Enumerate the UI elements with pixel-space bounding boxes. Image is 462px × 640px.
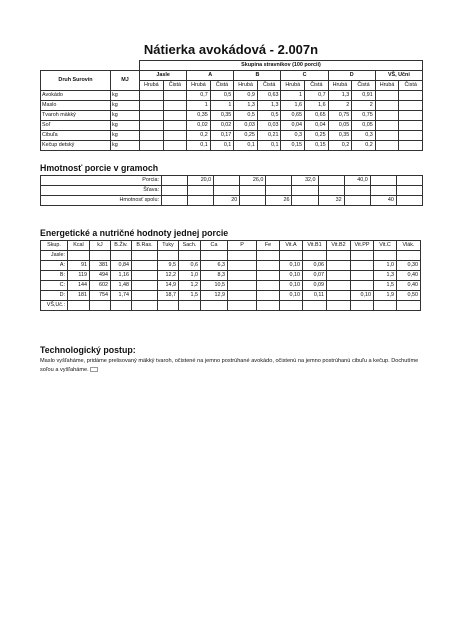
subheader-cista: Čistá: [399, 81, 423, 91]
nutrition-value: 8,3: [201, 271, 228, 281]
ingredient-value: 0,03: [257, 121, 281, 131]
portion-value: [214, 176, 240, 186]
portion-value: [370, 176, 396, 186]
nutrition-value: [132, 281, 158, 291]
ingredient-value: [399, 101, 423, 111]
ingredient-value: [140, 91, 164, 101]
ingredient-unit: kg: [111, 101, 140, 111]
nutrition-value: 1,16: [111, 271, 132, 281]
portion-value: [162, 186, 188, 196]
nutrition-value: [280, 301, 303, 311]
nutrition-row: [41, 251, 421, 261]
ingredient-value: [163, 91, 187, 101]
nutrition-value: 12,2: [158, 271, 179, 281]
nutrition-group: VŠ,Uč.:: [41, 301, 68, 311]
ingredient-value: 1,3: [257, 101, 281, 111]
nutrition-value: [179, 301, 201, 311]
ingredient-value: 0,2: [328, 141, 352, 151]
portion-value: 20: [214, 196, 240, 206]
nutrition-value: [90, 251, 111, 261]
ingredient-value: [399, 141, 423, 151]
ingredient-value: 0,65: [305, 111, 329, 121]
nutrition-value: 0,50: [397, 291, 421, 301]
nutrition-value: 0,40: [397, 271, 421, 281]
nutrition-row: [41, 271, 421, 281]
ingredient-value: 0,35: [328, 131, 352, 141]
portion-value: 20,0: [188, 176, 214, 186]
portion-value: [162, 176, 188, 186]
portion-value: [240, 186, 266, 196]
nutrition-value: [327, 251, 351, 261]
ingredient-value: 0,7: [305, 91, 329, 101]
ingredient-value: [163, 101, 187, 111]
nutrition-value: 0,10: [280, 291, 303, 301]
nutrition-value: [257, 271, 280, 281]
nutrition-value: [351, 271, 374, 281]
portion-value: 40: [370, 196, 396, 206]
nutrition-value: [158, 301, 179, 311]
nutrition-value: [201, 251, 228, 261]
nutrition-value: [228, 271, 257, 281]
nutrition-value: [327, 271, 351, 281]
portion-label: Porcia:: [41, 176, 162, 186]
nutrition-group: Jasle:: [41, 251, 68, 261]
nutrition-header: Sach.: [179, 241, 201, 251]
subheader-hruba: Hrubá: [281, 81, 305, 91]
portion-table: [40, 175, 423, 206]
ingredient-row: [41, 121, 423, 131]
ingredient-value: [375, 111, 399, 121]
ingredient-value: 0,3: [352, 131, 376, 141]
ingredient-value: [140, 121, 164, 131]
portion-value: [214, 186, 240, 196]
subheader-hruba: Hrubá: [375, 81, 399, 91]
nutrition-value: 1,3: [374, 271, 397, 281]
subheader-cista: Čistá: [352, 81, 376, 91]
ingredient-value: 0,1: [187, 141, 211, 151]
ingredient-value: 1,3: [328, 91, 352, 101]
nutrition-value: 0,30: [397, 261, 421, 271]
nutrition-value: [374, 301, 397, 311]
nutrition-value: [327, 261, 351, 271]
nutrition-value: 1,5: [374, 281, 397, 291]
ingredient-value: 0,04: [305, 121, 329, 131]
ingredient-row: [41, 111, 423, 121]
nutrition-value: [280, 251, 303, 261]
ingredient-value: 0,3: [281, 131, 305, 141]
nutrition-value: [351, 261, 374, 271]
nutrition-value: [303, 251, 327, 261]
ingredient-value: 0,9: [234, 91, 258, 101]
nutrition-value: 1,0: [374, 261, 397, 271]
nutrition-value: 1,74: [111, 291, 132, 301]
nutrition-value: [111, 301, 132, 311]
ingredient-value: [375, 101, 399, 111]
nutrition-header: Vit.B2: [327, 241, 351, 251]
nutrition-value: [132, 301, 158, 311]
nutrition-header: Vit.A: [280, 241, 303, 251]
nutrition-value: [351, 251, 374, 261]
portion-value: [292, 186, 318, 196]
nutrition-value: 144: [68, 281, 90, 291]
ingredient-value: 0,5: [210, 91, 234, 101]
nutrition-row: [41, 261, 421, 271]
ingredient-name: Soľ: [41, 121, 111, 131]
nutrition-value: [90, 301, 111, 311]
nutrition-group: B:: [41, 271, 68, 281]
nutrition-value: 0,10: [280, 271, 303, 281]
ingredient-name: Maslo: [41, 101, 111, 111]
ingredient-value: [140, 101, 164, 111]
nutrition-value: [132, 271, 158, 281]
ingredient-value: 0,91: [352, 91, 376, 101]
nutrition-value: [257, 251, 280, 261]
ingredient-value: 0,04: [281, 121, 305, 131]
nutrition-header: B.Živ.: [111, 241, 132, 251]
ingredient-value: 0,1: [234, 141, 258, 151]
nutrition-header: Vit.B1: [303, 241, 327, 251]
group-c: C: [281, 71, 328, 81]
procedure-body: Maslo vyšľaháme, pridáme prelisovaný mäkký tvaroh, očistené na jemno postrúhané avokádo, očistenú na jemno postrúhanú cibuľu a kečup. Dochutíme soľou a vyšľaháme.: [40, 358, 419, 373]
ingredient-name: Cibuľa: [41, 131, 111, 141]
ingredient-value: 0,03: [234, 121, 258, 131]
ingredient-value: [375, 121, 399, 131]
subheader-hruba: Hrubá: [234, 81, 258, 91]
ingredient-value: 0,2: [352, 141, 376, 151]
ingredient-value: [163, 131, 187, 141]
ingredient-value: [399, 91, 423, 101]
group-jasle: Jasle: [140, 71, 187, 81]
nutrition-value: 1,2: [179, 281, 201, 291]
nutrition-table: [40, 240, 421, 311]
nutrition-row: [41, 301, 421, 311]
group-d: D: [328, 71, 375, 81]
ingredient-name: Kečup detský: [41, 141, 111, 151]
portion-row: [41, 186, 423, 196]
subheader-hruba: Hrubá: [187, 81, 211, 91]
nutrition-value: [228, 281, 257, 291]
portion-value: 26: [266, 196, 292, 206]
ingredient-name: Avokádo: [41, 91, 111, 101]
page-title: Nátierka avokádová - 2.007n: [143, 42, 319, 57]
nutrition-value: [257, 291, 280, 301]
nutrition-value: [201, 301, 228, 311]
subheader-hruba: Hrubá: [140, 81, 164, 91]
ingredient-value: 0,5: [234, 111, 258, 121]
nutrition-value: 12,9: [201, 291, 228, 301]
nutrition-value: [327, 291, 351, 301]
ingredient-value: [140, 141, 164, 151]
nutrition-group: A:: [41, 261, 68, 271]
portion-value: [318, 176, 344, 186]
nutrition-value: 0,40: [397, 281, 421, 291]
ingredient-value: 1: [281, 91, 305, 101]
nutrition-value: [228, 261, 257, 271]
portion-label: Hmotnosť spolu:: [41, 196, 162, 206]
nutrition-value: [132, 251, 158, 261]
portion-value: [344, 186, 370, 196]
placeholder-box: [90, 367, 98, 372]
portion-row: [41, 196, 423, 206]
nutrition-header: kJ: [90, 241, 111, 251]
ingredient-row: [41, 131, 423, 141]
nutrition-value: 10,5: [201, 281, 228, 291]
portion-value: [188, 186, 214, 196]
ingredient-unit: kg: [111, 141, 140, 151]
nutrition-value: 754: [90, 291, 111, 301]
ingredient-value: 0,21: [257, 131, 281, 141]
portion-value: [396, 176, 422, 186]
nutrition-value: 0,06: [303, 261, 327, 271]
ingredient-value: 0,63: [257, 91, 281, 101]
ingredient-value: 0,65: [281, 111, 305, 121]
nutrition-value: [257, 261, 280, 271]
ingredient-value: 1,3: [234, 101, 258, 111]
ingredient-name: Tvaroh mäkký: [41, 111, 111, 121]
nutrition-value: 1,0: [179, 271, 201, 281]
nutrition-heading: Energetické a nutričné hodnoty jednej porcie: [40, 228, 229, 238]
nutrition-value: 0,09: [303, 281, 327, 291]
portion-value: [396, 186, 422, 196]
nutrition-value: 18,7: [158, 291, 179, 301]
ingredient-value: [375, 131, 399, 141]
ingredient-value: 2: [352, 101, 376, 111]
portion-value: [318, 186, 344, 196]
portion-value: [188, 196, 214, 206]
nutrition-value: [327, 301, 351, 311]
portion-heading: Hmotnosť porcie v gramoch: [40, 163, 159, 173]
ingredient-row: [41, 141, 423, 151]
nutrition-value: [351, 301, 374, 311]
ingredient-value: 0,1: [257, 141, 281, 151]
ingredient-row: [41, 91, 423, 101]
subheader-cista: Čistá: [305, 81, 329, 91]
ingredient-value: [399, 131, 423, 141]
ingredient-row: [41, 101, 423, 111]
ingredient-value: 0,02: [210, 121, 234, 131]
ingredient-value: 0,35: [210, 111, 234, 121]
nutrition-row: [41, 281, 421, 291]
nutrition-value: [68, 251, 90, 261]
nutrition-value: 181: [68, 291, 90, 301]
ingredient-value: 0,75: [352, 111, 376, 121]
nutrition-value: [303, 301, 327, 311]
nutrition-header: P: [228, 241, 257, 251]
group-vs: VŠ, Učni: [375, 71, 422, 81]
portion-value: 40,0: [344, 176, 370, 186]
nutrition-value: 1,5: [179, 291, 201, 301]
subheader-hruba: Hrubá: [328, 81, 352, 91]
nutrition-value: 1,9: [374, 291, 397, 301]
ingredient-value: [163, 141, 187, 151]
nutrition-header: Skup.: [41, 241, 68, 251]
nutrition-value: [132, 261, 158, 271]
col-mj: MJ: [111, 71, 140, 91]
nutrition-value: [351, 281, 374, 291]
subheader-cista: Čistá: [210, 81, 234, 91]
portion-row: [41, 176, 423, 186]
ingredient-value: 1: [187, 101, 211, 111]
nutrition-value: 1,48: [111, 281, 132, 291]
nutrition-value: 0,10: [351, 291, 374, 301]
ingredient-unit: kg: [111, 131, 140, 141]
nutrition-value: 0,84: [111, 261, 132, 271]
subheader-cista: Čistá: [257, 81, 281, 91]
nutrition-value: 0,07: [303, 271, 327, 281]
procedure-heading: Technologický postup:: [40, 345, 136, 355]
ingredient-value: [375, 141, 399, 151]
nutrition-value: [228, 291, 257, 301]
portion-value: [396, 196, 422, 206]
procedure-text: [40, 357, 430, 374]
ingredient-value: 0,75: [328, 111, 352, 121]
portion-value: 32: [318, 196, 344, 206]
nutrition-value: [132, 291, 158, 301]
nutrition-value: [397, 301, 421, 311]
col-surovin: Druh Surovín: [41, 71, 111, 91]
ingredient-value: 2: [328, 101, 352, 111]
ingredient-value: [140, 111, 164, 121]
nutrition-value: [257, 301, 280, 311]
group-b: B: [234, 71, 281, 81]
nutrition-group: C:: [41, 281, 68, 291]
nutrition-row: [41, 291, 421, 301]
nutrition-value: 602: [90, 281, 111, 291]
ingredient-value: [399, 121, 423, 131]
ingredient-value: 0,05: [352, 121, 376, 131]
nutrition-value: [158, 251, 179, 261]
group-header: Skupina stravníkov (100 porcií): [140, 61, 423, 71]
nutrition-value: [228, 251, 257, 261]
ingredient-unit: kg: [111, 91, 140, 101]
portion-value: [162, 196, 188, 206]
ingredient-value: [163, 111, 187, 121]
ingredient-value: [140, 131, 164, 141]
ingredient-value: 1,6: [305, 101, 329, 111]
ingredient-value: 0,17: [210, 131, 234, 141]
ingredient-value: 0,2: [187, 131, 211, 141]
nutrition-header: Vlák.: [397, 241, 421, 251]
portion-value: [266, 186, 292, 196]
ingredient-value: [375, 91, 399, 101]
ingredient-value: 1: [210, 101, 234, 111]
nutrition-value: [111, 251, 132, 261]
portion-value: [240, 196, 266, 206]
ingredient-unit: kg: [111, 111, 140, 121]
nutrition-value: [327, 281, 351, 291]
nutrition-group: D:: [41, 291, 68, 301]
nutrition-value: 6,3: [201, 261, 228, 271]
nutrition-value: [228, 301, 257, 311]
portion-value: [292, 196, 318, 206]
nutrition-header: Kcal: [68, 241, 90, 251]
portion-value: [266, 176, 292, 186]
ingredient-value: 0,25: [234, 131, 258, 141]
nutrition-value: 9,5: [158, 261, 179, 271]
portion-value: [344, 196, 370, 206]
nutrition-header: B.Ras.: [132, 241, 158, 251]
nutrition-header: Ca: [201, 241, 228, 251]
nutrition-header: Vit.PP: [351, 241, 374, 251]
nutrition-value: [397, 251, 421, 261]
nutrition-value: 91: [68, 261, 90, 271]
portion-value: [370, 186, 396, 196]
ingredient-value: [399, 111, 423, 121]
portion-value: 26,0: [240, 176, 266, 186]
nutrition-value: [374, 251, 397, 261]
subheader-cista: Čistá: [163, 81, 187, 91]
portion-value: 32,0: [292, 176, 318, 186]
ingredient-value: 0,1: [210, 141, 234, 151]
nutrition-value: 0,10: [280, 261, 303, 271]
nutrition-header: Tuky: [158, 241, 179, 251]
ingredient-value: 0,15: [305, 141, 329, 151]
nutrition-value: [257, 281, 280, 291]
group-a: A: [187, 71, 234, 81]
ingredient-value: 1,6: [281, 101, 305, 111]
nutrition-value: 0,10: [280, 281, 303, 291]
ingredient-value: [163, 121, 187, 131]
ingredient-value: 0,05: [328, 121, 352, 131]
ingredient-unit: kg: [111, 121, 140, 131]
ingredients-table: [40, 60, 423, 151]
nutrition-value: 381: [90, 261, 111, 271]
nutrition-value: 0,11: [303, 291, 327, 301]
ingredient-value: 0,02: [187, 121, 211, 131]
nutrition-value: 494: [90, 271, 111, 281]
nutrition-header: Vit.C: [374, 241, 397, 251]
nutrition-value: 119: [68, 271, 90, 281]
ingredient-value: 0,5: [257, 111, 281, 121]
ingredient-value: 0,7: [187, 91, 211, 101]
nutrition-value: 0,6: [179, 261, 201, 271]
portion-label: Šťava:: [41, 186, 162, 196]
ingredient-value: 0,35: [187, 111, 211, 121]
nutrition-value: 14,9: [158, 281, 179, 291]
nutrition-header: Fe: [257, 241, 280, 251]
nutrition-value: [179, 251, 201, 261]
ingredient-value: 0,15: [281, 141, 305, 151]
ingredient-value: 0,25: [305, 131, 329, 141]
nutrition-value: [68, 301, 90, 311]
